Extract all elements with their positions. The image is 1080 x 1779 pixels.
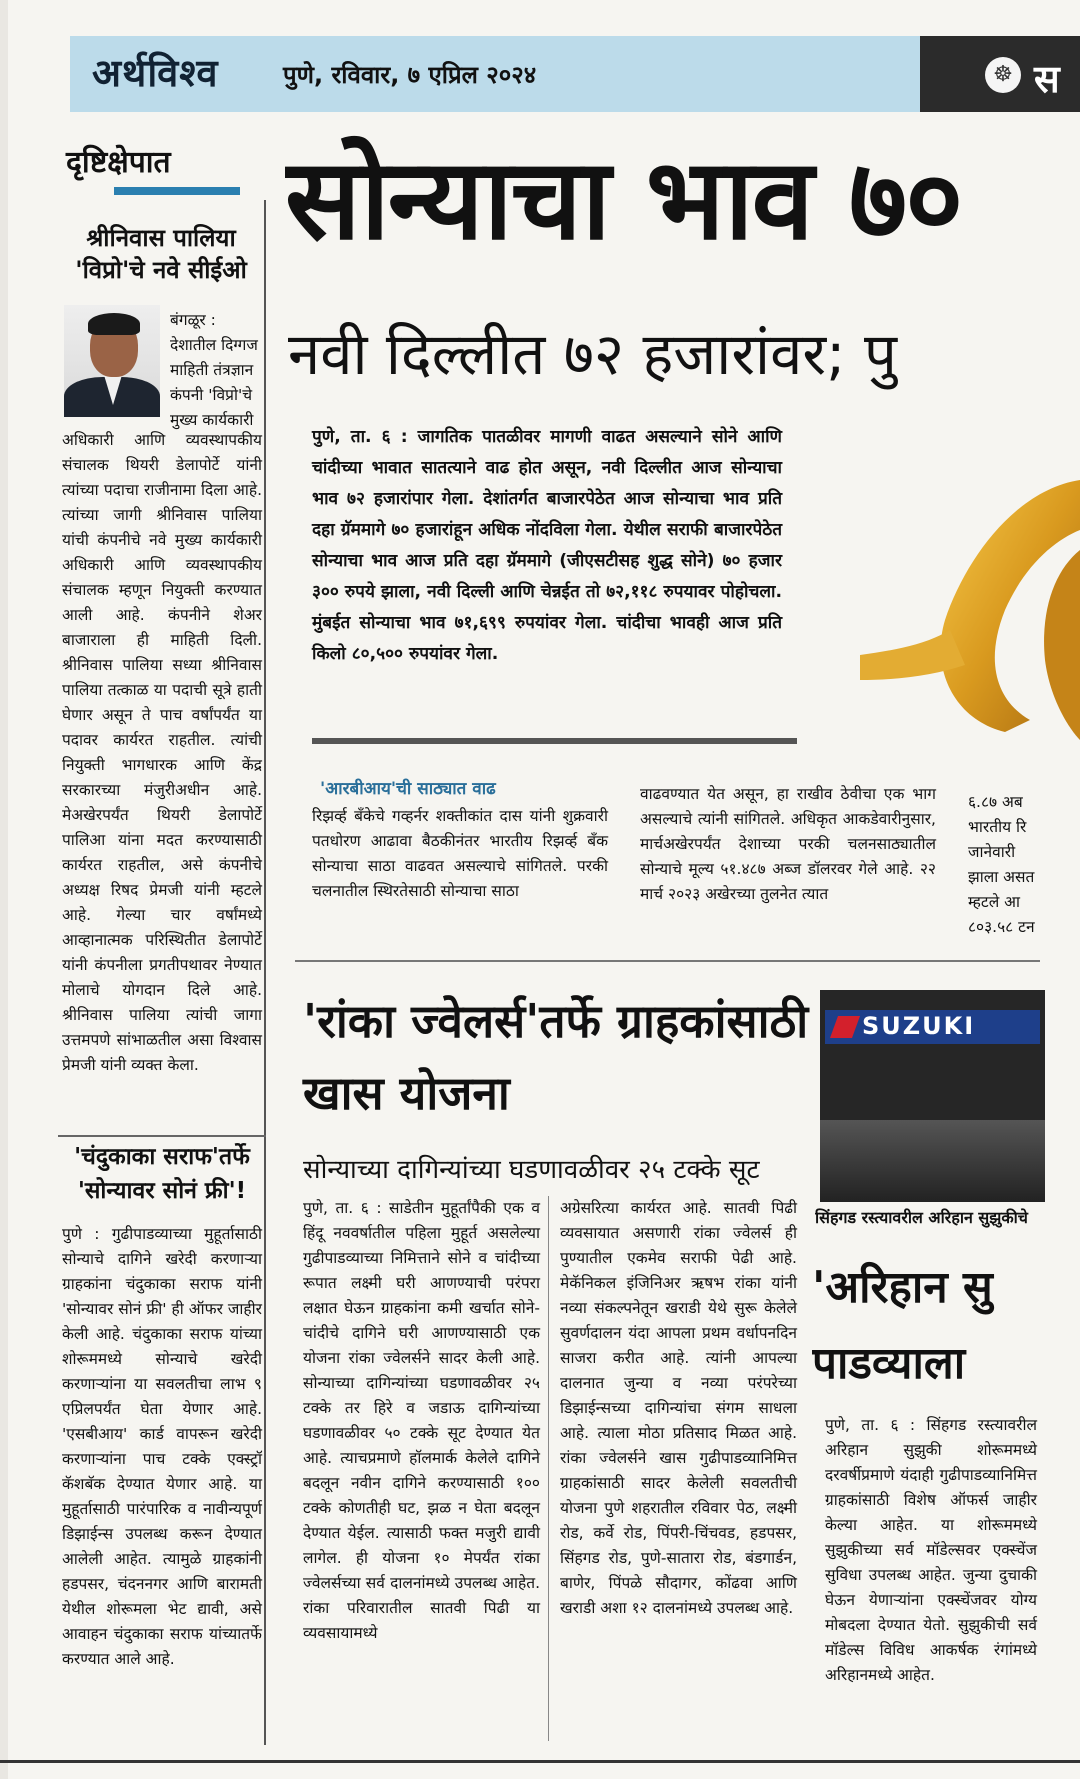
- newspaper-logo-icon: ☸: [985, 57, 1021, 93]
- section-name: अर्थविश्व: [92, 51, 219, 95]
- bottom-rule: [0, 1760, 1080, 1763]
- column-label: दृष्टिक्षेपात: [66, 145, 171, 180]
- ceo-hair: [88, 313, 140, 335]
- motorcycles: [820, 1120, 1045, 1202]
- newspaper-logo-letter: स: [1034, 57, 1060, 101]
- rbi-col3-line: ८०३.५८ टन: [968, 918, 1035, 936]
- main-headline: सोन्याचा भाव ७०: [285, 135, 962, 265]
- rbi-column-3: [968, 790, 1048, 940]
- rbi-column-1: रिझर्व्ह बँकेचे गव्हर्नर शक्तीकांत दास यांनी शुक्रवारी पतधोरण आढावा बैठकीनंतर भारतीय रिझर्व्ह बँक सोन्याचा साठा वाढवत असल्याचे सांगितले. परकी चलनातील स्थिरतेसाठी सोन्याचा साठा: [312, 807, 608, 900]
- rbi-col3-line: म्हटले आ: [968, 893, 1021, 911]
- arihan-body: पुणे, ता. ६ : सिंहगड रस्त्यावरील अरिहान सुझुकी शोरूममध्ये दरवर्षीप्रमाणे यंदाही गुढीपाडव्यानिमित्त ग्राहकांसाठी विशेष ऑफर्स जाहीर केल्या आहेत. या शोरूममध्ये सुझुकीच्या सर्व मॉडेल्सवर एक्स्चेंज सुविधा उपलब्ध आहेत. जुन्या दुचाकी घेऊन येणाऱ्यांना एक्स्चेंजवर योग्य मोबदला देण्यात येतो. सुझुकीची सर्व मॉडेल्स विविध आकर्षक रंगांमध्ये अरिहानमध्ये आहेत.: [825, 1416, 1037, 1684]
- page-edge: [0, 0, 8, 1779]
- lead-rule: [312, 738, 797, 744]
- ranka-subheadline: सोन्याच्या दागिन्यांच्या घडणावळीवर २५ टक्के सूट: [303, 1155, 760, 1185]
- left-column-label: [58, 140, 266, 195]
- main-subheadline: नवी दिल्लीत ७२ हजारांवर; पु: [288, 320, 897, 388]
- chandukaka-body: पुणे : गुढीपाडव्याच्या मुहूर्तासाठी सोन्याचे दागिने खरेदी करणाऱ्या ग्राहकांना चंदुकाका सराफ यांनी 'सोन्यावर सोनं फ्री' ही ऑफर जाहीर केली आहे. चंदुकाका सराफ यांच्या शोरूममध्ये सोन्याचे खरेदी करणाऱ्यांना या सवलतीचा लाभ ९ एप्रिलपर्यंत घेता येणार आहे. 'एसबीआय' कार्ड वापरून खरेदी करणाऱ्यांना पाच टक्के एक्स्ट्रॉ कॅशबॅक देण्यात येणार आहे. या मुहूर्तासाठी पारंपारिक व नावीन्यपूर्ण डिझाईन्स उपलब्ध करून देण्यात आलेली आहेत. त्यामुळे ग्राहकांनी हडपसर, चंदननगर आणि बारामती येथील शोरूमला भेट द्यावी, असे आवाहन चंदुकाका सराफ यांच्यातर्फे करण्यात आले आहे.: [62, 1225, 262, 1668]
- label-underline: [114, 187, 240, 195]
- dateline: पुणे, रविवार, ७ एप्रिल २०२४: [283, 61, 537, 89]
- rbi-col3-line: ६.८७ अब: [968, 793, 1023, 811]
- chandukaka-headline: 'चंदुकाका सराफ'तर्फे 'सोन्यावर सोनं फ्री'!: [74, 1144, 250, 1204]
- showroom-photo: [820, 990, 1045, 1202]
- rbi-col3-line: भारतीय रि: [968, 818, 1027, 836]
- gold-jewellery-image: [855, 470, 1080, 750]
- column-separator: [548, 1196, 549, 1741]
- mid-divider: [295, 960, 1040, 962]
- main-lead: पुणे, ता. ६ : जागतिक पातळीवर मागणी वाढत असल्याने सोने आणि चांदीच्या भावात सातत्याने वाढ होत असून, नवी दिल्लीत आज सोन्याचा भाव ७२ हजारांपार गेला. देशांतर्गत बाजारपेठेत आज सोन्याचा भाव प्रति दहा ग्रॅममागे ७० हजारांहून अधिक नोंदविला गेला. येथील सराफी बाजारपेठेत सोन्याचा भाव आज प्रति दहा ग्रॅममागे (जीएसटीसह शुद्ध सोने) ७० हजार ३०० रुपये झाला, नवी दिल्ली आणि चेन्नईत तो ७२,११८ रुपयावर पोहोचला. मुंबईत सोन्याचा भाव ७१,६९९ रुपयांवर गेला. चांदीचा भावही आज प्रति किलो ८०,५०० रुपयांवर गेला.: [312, 427, 782, 664]
- rbi-subhead: 'आरबीआय'ची साठ्यात वाढ: [320, 779, 496, 799]
- rbi-column-2: वाढवण्यात येत असून, हा राखीव ठेवीचा एक भाग असल्याचे त्यांनी सांगितले. अधिकृत आकडेवारीनुसार, मार्चअखेरपर्यंत देशाच्या परकी चलनसाठ्यातील सोन्याचे मूल्य ५१.४८७ अब्ज डॉलरवर गेले आहे. २२ मार्च २०२३ अखेरच्या तुलनेत त्यात: [640, 785, 936, 903]
- wipro-body: अधिकारी आणि व्यवस्थापकीय संचालक थियरी डेलापोर्टे यांनी त्यांच्या पदाचा राजीनामा दिला आहे. त्यांच्या जागी श्रीनिवास पालिया यांची कंपनीचे नवे मुख्य कार्यकारी अधिकारी आणि व्यवस्थापकीय संचालक म्हणून नियुक्ती करण्यात आली आहे. कंपनीने शेअर बाजाराला ही माहिती दिली. श्रीनिवास पालिया सध्या श्रीनिवास पालिया तत्काळ या पदाची सूत्रे हाती घेणार असून ते पाच वर्षांपर्यंत या पदावर कार्यरत राहतील. त्यांची नियुक्ती भागधारक आणि केंद्र सरकारच्या मंजुरीअधीन आहे. मेअखेरपर्यंत थियरी डेलापोर्टे पालिआ यांना मदत करण्यासाठी कार्यरत राहतील, असे कंपनीचे अध्यक्ष रिषद प्रेमजी यांनी म्हटले आहे. गेल्या चार वर्षांमध्ये आव्हानात्मक परिस्थितीत डेलापोर्टे यांनी कंपनीला प्रगतीपथावर नेण्यात मोलाचे योगदान दिले आहे. श्रीनिवास पालिया त्यांची जागा उत्तमपणे सांभाळतील असा विश्वास प्रेमजी यांनी व्यक्त केला.: [62, 431, 262, 1074]
- rbi-col3-line: जानेवारी: [968, 843, 1016, 861]
- arihan-headline: [812, 1250, 1080, 1402]
- wipro-intro: बंगळूर : देशातील दिग्गज माहिती तंत्रज्ञान कंपनी 'विप्रो'चे मुख्य कार्यकारी: [170, 311, 258, 429]
- arihan-headline-line: पाडव्याला: [812, 1338, 966, 1389]
- rbi-col3-line: झाला असत: [968, 868, 1035, 886]
- ranka-headline: 'रांका ज्वेलर्स'तर्फे ग्राहकांसाठी खास योजना: [303, 994, 809, 1120]
- ranka-column-2: अग्रेसरित्या कार्यरत आहे. सातवी पिढी व्यवसायात असणारी रांका ज्वेलर्स ही पुण्यातील एकमेव सराफी पेढी आहे. मेकॅनिकल इंजिनिअर ऋषभ रांका यांनी नव्या संकल्पनेतून खराडी येथे सुरू केलेले सुवर्णदालन यंदा आपला प्रथम वर्धापनदिन साजरा करीत आहे. त्यांनी आपल्या दालनात जुन्या व नव्या परंपरेच्या डिझाईन्सच्या दागिन्यांचा संगम साधला आहे. त्याला मोठा प्रतिसाद मिळत आहे. रांका ज्वेलर्सने खास गुढीपाडव्यानिमित्त ग्राहकांसाठी सादर केलेली सवलतीची योजना पुणे शहरातील रविवार पेठ, लक्ष्मी रोड, कर्वे रोड, पिंपरी-चिंचवड, हडपसर, सिंहगड रोड, पुणे-सातारा रोड, बंडगार्डन, बाणेर, पिंपळे सौदागर, कोंढवा आणि खराडी अशा १२ दालनांमध्ये उपलब्ध आहे.: [560, 1199, 797, 1617]
- wipro-headline: श्रीनिवास पालिया 'विप्रो'चे नवे सीईओ: [75, 224, 247, 284]
- left-divider: [58, 1135, 266, 1137]
- photo-caption: सिंहगड रस्त्यावरील अरिहान सुझुकीचे: [815, 1208, 1028, 1227]
- ceo-photo: [64, 305, 160, 417]
- arihan-headline-line: 'अरिहान सु: [812, 1262, 993, 1313]
- ranka-column-1: पुणे, ता. ६ : साडेतीन मुहूर्तांपैकी एक व हिंदू नववर्षातील पहिला मुहूर्त असलेल्या गुढीपाडव्याच्या निमित्ताने सोने व चांदीच्या रूपात लक्ष्मी घरी आणण्याची परंपरा लक्षात घेऊन ग्राहकांना कमी खर्चात सोने-चांदीचे दागिने घरी आणण्यासाठी एक योजना रांका ज्वेलर्सने सादर केली आहे. सोन्याच्या दागिन्यांच्या घडणावळीवर २५ टक्के तर हिरे व जडाऊ दागिन्यांच्या घडणावळीवर ५० टक्के सूट देण्यात येत आहे. त्याचप्रमाणे हॉलमार्क केलेले दागिने बदलून नवीन दागिने करण्यासाठी १०० टक्के कोणतीही घट, झळ न घेता बदलून देण्यात येईल. त्यासाठी फक्त मजुरी द्यावी लागेल. ही योजना १० मेपर्यंत रांका ज्वेलर्सच्या सर्व दालनांमध्ये उपलब्ध आहेत. रांका परिवारातील सातवी पिढी या व्यवसायामध्ये: [303, 1199, 540, 1642]
- suzuki-sign-text: SUZUKI: [862, 1012, 976, 1040]
- left-column: [58, 200, 266, 1745]
